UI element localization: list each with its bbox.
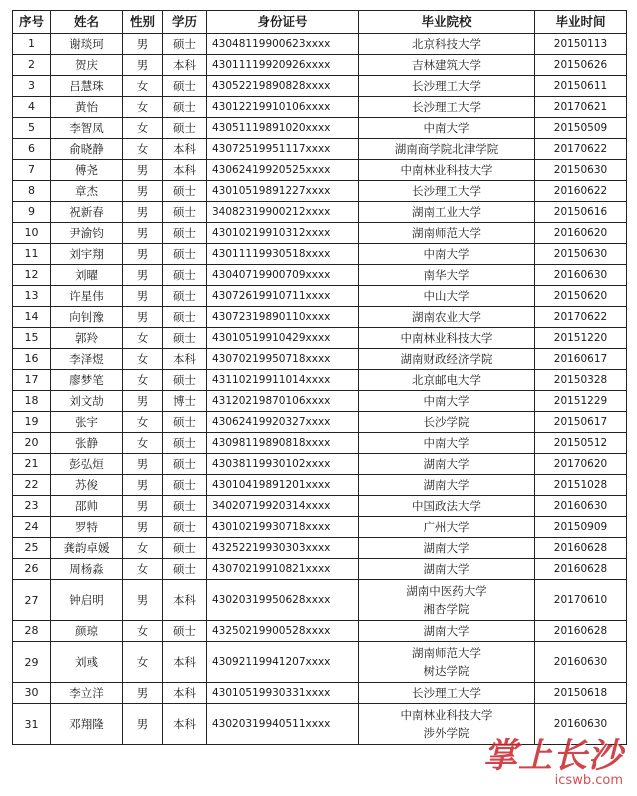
cell-school — [359, 139, 535, 160]
cell-name: 苏俊 — [51, 475, 123, 496]
cell-graduation-date: 20160630 — [535, 265, 627, 286]
cell-degree: 本科 — [163, 160, 207, 181]
school-line: 广州大学 — [423, 520, 470, 534]
cell-graduation-date: 20150630 — [535, 244, 627, 265]
school-line: 湖南大学 — [423, 457, 470, 471]
cell-school — [359, 34, 535, 55]
cell-school — [359, 559, 535, 580]
school-line: 中南林业科技大学 — [400, 708, 493, 722]
cell-gender: 男 — [123, 55, 163, 76]
cell-name: 彭弘烜 — [51, 454, 123, 475]
cell-serial: 14 — [13, 307, 51, 328]
cell-serial: 3 — [13, 76, 51, 97]
cell-degree: 硕士 — [163, 181, 207, 202]
cell-id-number: 43110219911014xxxx — [207, 370, 359, 391]
cell-degree: 硕士 — [163, 538, 207, 559]
table-row — [13, 34, 627, 55]
cell-degree: 硕士 — [163, 202, 207, 223]
personnel-table — [12, 10, 627, 745]
cell-school — [359, 496, 535, 517]
school-line: 长沙理工大学 — [412, 100, 481, 114]
cell-name: 吕慧珠 — [51, 76, 123, 97]
cell-gender: 男 — [123, 265, 163, 286]
cell-school — [359, 370, 535, 391]
school-line: 中南林业科技大学 — [400, 163, 493, 177]
school-line: 长沙理工大学 — [412, 686, 481, 700]
cell-serial: 19 — [13, 412, 51, 433]
cell-degree: 本科 — [163, 139, 207, 160]
table-row — [13, 580, 627, 621]
cell-degree: 硕士 — [163, 34, 207, 55]
cell-graduation-date: 20170621 — [535, 97, 627, 118]
table-row — [13, 391, 627, 412]
cell-id-number: 43012219910106xxxx — [207, 97, 359, 118]
cell-school — [359, 683, 535, 704]
school-line: 湖南中医药大学 — [406, 584, 487, 598]
cell-graduation-date: 20170622 — [535, 139, 627, 160]
cell-name: 刘宇翔 — [51, 244, 123, 265]
cell-degree: 本科 — [163, 704, 207, 745]
cell-id-number: 43051119891020xxxx — [207, 118, 359, 139]
cell-degree: 硕士 — [163, 454, 207, 475]
table-row — [13, 307, 627, 328]
school-line: 湖南师范大学 — [412, 646, 481, 660]
cell-id-number: 43010519930331xxxx — [207, 683, 359, 704]
header-name: 姓名 — [51, 11, 123, 34]
watermark-logo: 掌上长沙 — [483, 736, 623, 776]
school-line: 湘杏学院 — [423, 602, 470, 616]
cell-name: 李立洋 — [51, 683, 123, 704]
cell-serial: 4 — [13, 97, 51, 118]
cell-school — [359, 286, 535, 307]
cell-gender: 男 — [123, 496, 163, 517]
cell-id-number: 43070219910821xxxx — [207, 559, 359, 580]
cell-degree: 硕士 — [163, 265, 207, 286]
cell-gender: 女 — [123, 412, 163, 433]
cell-degree: 硕士 — [163, 370, 207, 391]
cell-graduation-date: 20170620 — [535, 454, 627, 475]
cell-graduation-date: 20150630 — [535, 160, 627, 181]
school-line: 湖南师范大学 — [412, 226, 481, 240]
cell-serial: 23 — [13, 496, 51, 517]
cell-degree: 本科 — [163, 349, 207, 370]
cell-degree: 硕士 — [163, 223, 207, 244]
school-line: 北京科技大学 — [412, 37, 481, 51]
table-row — [13, 265, 627, 286]
cell-graduation-date: 20160628 — [535, 559, 627, 580]
table-row — [13, 475, 627, 496]
cell-degree: 本科 — [163, 55, 207, 76]
school-line: 中南大学 — [423, 247, 470, 261]
cell-name: 谢琰珂 — [51, 34, 123, 55]
cell-gender: 女 — [123, 621, 163, 642]
table-row — [13, 433, 627, 454]
cell-id-number: 43092119941207xxxx — [207, 642, 359, 683]
cell-serial: 10 — [13, 223, 51, 244]
cell-graduation-date: 20170622 — [535, 307, 627, 328]
cell-gender: 男 — [123, 307, 163, 328]
school-line: 中国政法大学 — [412, 499, 481, 513]
school-line: 北京邮电大学 — [412, 373, 481, 387]
cell-graduation-date: 20160630 — [535, 496, 627, 517]
cell-gender: 男 — [123, 683, 163, 704]
cell-serial: 16 — [13, 349, 51, 370]
cell-id-number: 43250219900528xxxx — [207, 621, 359, 642]
cell-id-number: 43048119900623xxxx — [207, 34, 359, 55]
header-degree: 学历 — [163, 11, 207, 34]
cell-degree: 硕士 — [163, 307, 207, 328]
cell-gender: 男 — [123, 160, 163, 181]
cell-serial: 15 — [13, 328, 51, 349]
cell-graduation-date: 20170610 — [535, 580, 627, 621]
cell-school — [359, 642, 535, 683]
cell-graduation-date: 20150611 — [535, 76, 627, 97]
header-gender: 性别 — [123, 11, 163, 34]
cell-graduation-date: 20160628 — [535, 621, 627, 642]
cell-name: 邵帅 — [51, 496, 123, 517]
cell-gender: 男 — [123, 202, 163, 223]
school-line: 湖南财政经济学院 — [400, 352, 493, 366]
cell-school — [359, 328, 535, 349]
cell-serial: 7 — [13, 160, 51, 181]
cell-graduation-date: 20160620 — [535, 223, 627, 244]
school-line: 湖南大学 — [423, 562, 470, 576]
table-row — [13, 202, 627, 223]
cell-gender: 男 — [123, 244, 163, 265]
cell-name: 刘文劼 — [51, 391, 123, 412]
cell-serial: 12 — [13, 265, 51, 286]
cell-gender: 女 — [123, 433, 163, 454]
cell-school — [359, 202, 535, 223]
cell-gender: 女 — [123, 642, 163, 683]
cell-degree: 硕士 — [163, 475, 207, 496]
school-line: 湖南农业大学 — [412, 310, 481, 324]
header-serial: 序号 — [13, 11, 51, 34]
cell-gender: 女 — [123, 76, 163, 97]
table-row — [13, 328, 627, 349]
table-row — [13, 538, 627, 559]
cell-id-number: 43010419891201xxxx — [207, 475, 359, 496]
cell-name: 章杰 — [51, 181, 123, 202]
cell-school — [359, 181, 535, 202]
cell-id-number: 43040719900709xxxx — [207, 265, 359, 286]
cell-serial: 2 — [13, 55, 51, 76]
cell-id-number: 43062419920327xxxx — [207, 412, 359, 433]
cell-gender: 男 — [123, 391, 163, 412]
cell-name: 张宇 — [51, 412, 123, 433]
cell-gender: 男 — [123, 34, 163, 55]
table-body — [13, 34, 627, 745]
school-line: 吉林建筑大学 — [412, 58, 481, 72]
cell-serial: 1 — [13, 34, 51, 55]
table-row — [13, 559, 627, 580]
cell-degree: 本科 — [163, 642, 207, 683]
cell-school — [359, 454, 535, 475]
cell-name: 许星伟 — [51, 286, 123, 307]
cell-gender: 女 — [123, 370, 163, 391]
cell-school — [359, 55, 535, 76]
cell-serial: 25 — [13, 538, 51, 559]
cell-graduation-date: 20151028 — [535, 475, 627, 496]
school-line: 湖南商学院北津学院 — [394, 142, 499, 156]
cell-name: 郭羚 — [51, 328, 123, 349]
cell-school — [359, 349, 535, 370]
school-line: 中南林业科技大学 — [400, 331, 493, 345]
cell-name: 贺庆 — [51, 55, 123, 76]
cell-id-number: 43010519891227xxxx — [207, 181, 359, 202]
cell-id-number: 43072619910711xxxx — [207, 286, 359, 307]
table-row — [13, 517, 627, 538]
cell-degree: 硕士 — [163, 76, 207, 97]
cell-gender: 女 — [123, 118, 163, 139]
table-row — [13, 181, 627, 202]
cell-name: 罗特 — [51, 517, 123, 538]
cell-graduation-date: 20150620 — [535, 286, 627, 307]
cell-id-number: 43020319940511xxxx — [207, 704, 359, 745]
cell-serial: 27 — [13, 580, 51, 621]
table-row — [13, 97, 627, 118]
cell-name: 黄怡 — [51, 97, 123, 118]
cell-serial: 6 — [13, 139, 51, 160]
cell-school — [359, 580, 535, 621]
cell-graduation-date: 20150617 — [535, 412, 627, 433]
cell-degree: 硕士 — [163, 97, 207, 118]
staff-list-sheet — [12, 10, 626, 745]
cell-graduation-date: 20160622 — [535, 181, 627, 202]
header-id-number: 身份证号 — [207, 11, 359, 34]
cell-graduation-date: 20150509 — [535, 118, 627, 139]
table-row — [13, 496, 627, 517]
cell-school — [359, 412, 535, 433]
cell-school — [359, 391, 535, 412]
cell-id-number: 43072519951117xxxx — [207, 139, 359, 160]
cell-serial: 20 — [13, 433, 51, 454]
cell-graduation-date: 20150512 — [535, 433, 627, 454]
table-row — [13, 244, 627, 265]
cell-degree: 硕士 — [163, 286, 207, 307]
cell-graduation-date: 20151220 — [535, 328, 627, 349]
cell-id-number: 43072319890110xxxx — [207, 307, 359, 328]
cell-name: 尹渝钧 — [51, 223, 123, 244]
cell-graduation-date: 20151229 — [535, 391, 627, 412]
cell-degree: 硕士 — [163, 621, 207, 642]
school-line: 中南大学 — [423, 394, 470, 408]
table-row — [13, 118, 627, 139]
table-row — [13, 349, 627, 370]
cell-id-number: 43038119930102xxxx — [207, 454, 359, 475]
cell-school — [359, 97, 535, 118]
cell-gender: 男 — [123, 223, 163, 244]
cell-gender: 男 — [123, 181, 163, 202]
school-line: 中南大学 — [423, 436, 470, 450]
table-row — [13, 55, 627, 76]
school-line: 树达学院 — [423, 664, 470, 678]
cell-name: 廖梦笔 — [51, 370, 123, 391]
cell-serial: 8 — [13, 181, 51, 202]
cell-degree: 硕士 — [163, 517, 207, 538]
cell-school — [359, 538, 535, 559]
watermark — [483, 728, 623, 788]
cell-name: 颜琼 — [51, 621, 123, 642]
cell-serial: 21 — [13, 454, 51, 475]
cell-serial: 18 — [13, 391, 51, 412]
school-line: 长沙理工大学 — [412, 184, 481, 198]
school-line: 南华大学 — [423, 268, 470, 282]
school-line: 湖南工业大学 — [412, 205, 481, 219]
table-row — [13, 160, 627, 181]
cell-graduation-date: 20150616 — [535, 202, 627, 223]
school-line: 湖南大学 — [423, 541, 470, 555]
table-row — [13, 454, 627, 475]
cell-gender: 女 — [123, 97, 163, 118]
cell-serial: 28 — [13, 621, 51, 642]
cell-id-number: 43062419920525xxxx — [207, 160, 359, 181]
cell-gender: 女 — [123, 328, 163, 349]
cell-degree: 硕士 — [163, 118, 207, 139]
cell-school — [359, 265, 535, 286]
cell-serial: 22 — [13, 475, 51, 496]
cell-graduation-date: 20150626 — [535, 55, 627, 76]
cell-gender: 男 — [123, 517, 163, 538]
cell-id-number: 43010219910312xxxx — [207, 223, 359, 244]
cell-id-number: 34082319900212xxxx — [207, 202, 359, 223]
cell-serial: 17 — [13, 370, 51, 391]
school-line: 长沙学院 — [423, 415, 470, 429]
cell-gender: 男 — [123, 454, 163, 475]
cell-id-number: 43070219950718xxxx — [207, 349, 359, 370]
cell-name: 俞晓静 — [51, 139, 123, 160]
cell-school — [359, 433, 535, 454]
cell-degree: 硕士 — [163, 328, 207, 349]
cell-serial: 5 — [13, 118, 51, 139]
cell-school — [359, 244, 535, 265]
cell-gender: 男 — [123, 580, 163, 621]
cell-degree: 博士 — [163, 391, 207, 412]
cell-graduation-date: 20150909 — [535, 517, 627, 538]
cell-name: 祝新春 — [51, 202, 123, 223]
cell-id-number: 43020319950628xxxx — [207, 580, 359, 621]
cell-degree: 硕士 — [163, 496, 207, 517]
cell-serial: 9 — [13, 202, 51, 223]
cell-graduation-date: 20160630 — [535, 642, 627, 683]
cell-serial: 11 — [13, 244, 51, 265]
cell-gender: 男 — [123, 475, 163, 496]
table-row — [13, 76, 627, 97]
cell-graduation-date: 20150618 — [535, 683, 627, 704]
cell-name: 刘彧 — [51, 642, 123, 683]
cell-degree: 本科 — [163, 580, 207, 621]
cell-id-number: 43120219870106xxxx — [207, 391, 359, 412]
cell-school — [359, 223, 535, 244]
cell-name: 钟启明 — [51, 580, 123, 621]
cell-id-number: 43252219930303xxxx — [207, 538, 359, 559]
cell-serial: 31 — [13, 704, 51, 745]
table-row — [13, 621, 627, 642]
cell-id-number: 43011119930518xxxx — [207, 244, 359, 265]
table-row — [13, 642, 627, 683]
table-row — [13, 412, 627, 433]
cell-degree: 硕士 — [163, 244, 207, 265]
cell-id-number: 43010219930718xxxx — [207, 517, 359, 538]
cell-gender: 女 — [123, 538, 163, 559]
cell-gender: 男 — [123, 286, 163, 307]
cell-degree: 硕士 — [163, 412, 207, 433]
school-line: 中南大学 — [423, 121, 470, 135]
cell-school — [359, 160, 535, 181]
cell-name: 李智凤 — [51, 118, 123, 139]
table-row — [13, 223, 627, 244]
cell-name: 向钊豫 — [51, 307, 123, 328]
school-line: 涉外学院 — [423, 726, 470, 740]
cell-school — [359, 517, 535, 538]
cell-name: 张静 — [51, 433, 123, 454]
cell-graduation-date: 20160630 — [535, 704, 627, 745]
cell-degree: 硕士 — [163, 433, 207, 454]
cell-id-number: 34020719920314xxxx — [207, 496, 359, 517]
watermark-url: icswb.com — [554, 773, 623, 788]
cell-school — [359, 475, 535, 496]
cell-school — [359, 118, 535, 139]
header-graduation-date: 毕业时间 — [535, 11, 627, 34]
cell-id-number: 43011119920926xxxx — [207, 55, 359, 76]
table-row — [13, 139, 627, 160]
cell-school — [359, 76, 535, 97]
cell-name: 傅尧 — [51, 160, 123, 181]
cell-graduation-date: 20150328 — [535, 370, 627, 391]
school-line: 长沙理工大学 — [412, 79, 481, 93]
cell-school — [359, 307, 535, 328]
cell-gender: 女 — [123, 139, 163, 160]
cell-gender: 女 — [123, 349, 163, 370]
cell-serial: 24 — [13, 517, 51, 538]
table-header-row — [13, 11, 627, 34]
table-row — [13, 370, 627, 391]
cell-graduation-date: 20150113 — [535, 34, 627, 55]
cell-serial: 26 — [13, 559, 51, 580]
cell-id-number: 43052219890828xxxx — [207, 76, 359, 97]
cell-name: 龚韵卓媛 — [51, 538, 123, 559]
header-school: 毕业院校 — [359, 11, 535, 34]
school-line: 中山大学 — [423, 289, 470, 303]
cell-serial: 13 — [13, 286, 51, 307]
cell-name: 刘曜 — [51, 265, 123, 286]
cell-gender: 女 — [123, 559, 163, 580]
school-line: 湖南大学 — [423, 624, 470, 638]
cell-gender: 男 — [123, 704, 163, 745]
cell-graduation-date: 20160628 — [535, 538, 627, 559]
cell-degree: 本科 — [163, 683, 207, 704]
cell-id-number: 43098119890818xxxx — [207, 433, 359, 454]
cell-degree: 硕士 — [163, 559, 207, 580]
cell-serial: 30 — [13, 683, 51, 704]
school-line: 湖南大学 — [423, 478, 470, 492]
cell-name: 周杨淼 — [51, 559, 123, 580]
table-row — [13, 286, 627, 307]
cell-id-number: 43010519910429xxxx — [207, 328, 359, 349]
cell-school — [359, 621, 535, 642]
cell-name: 李泽煜 — [51, 349, 123, 370]
cell-serial: 29 — [13, 642, 51, 683]
cell-graduation-date: 20160617 — [535, 349, 627, 370]
table-row — [13, 683, 627, 704]
cell-name: 邓翔隆 — [51, 704, 123, 745]
